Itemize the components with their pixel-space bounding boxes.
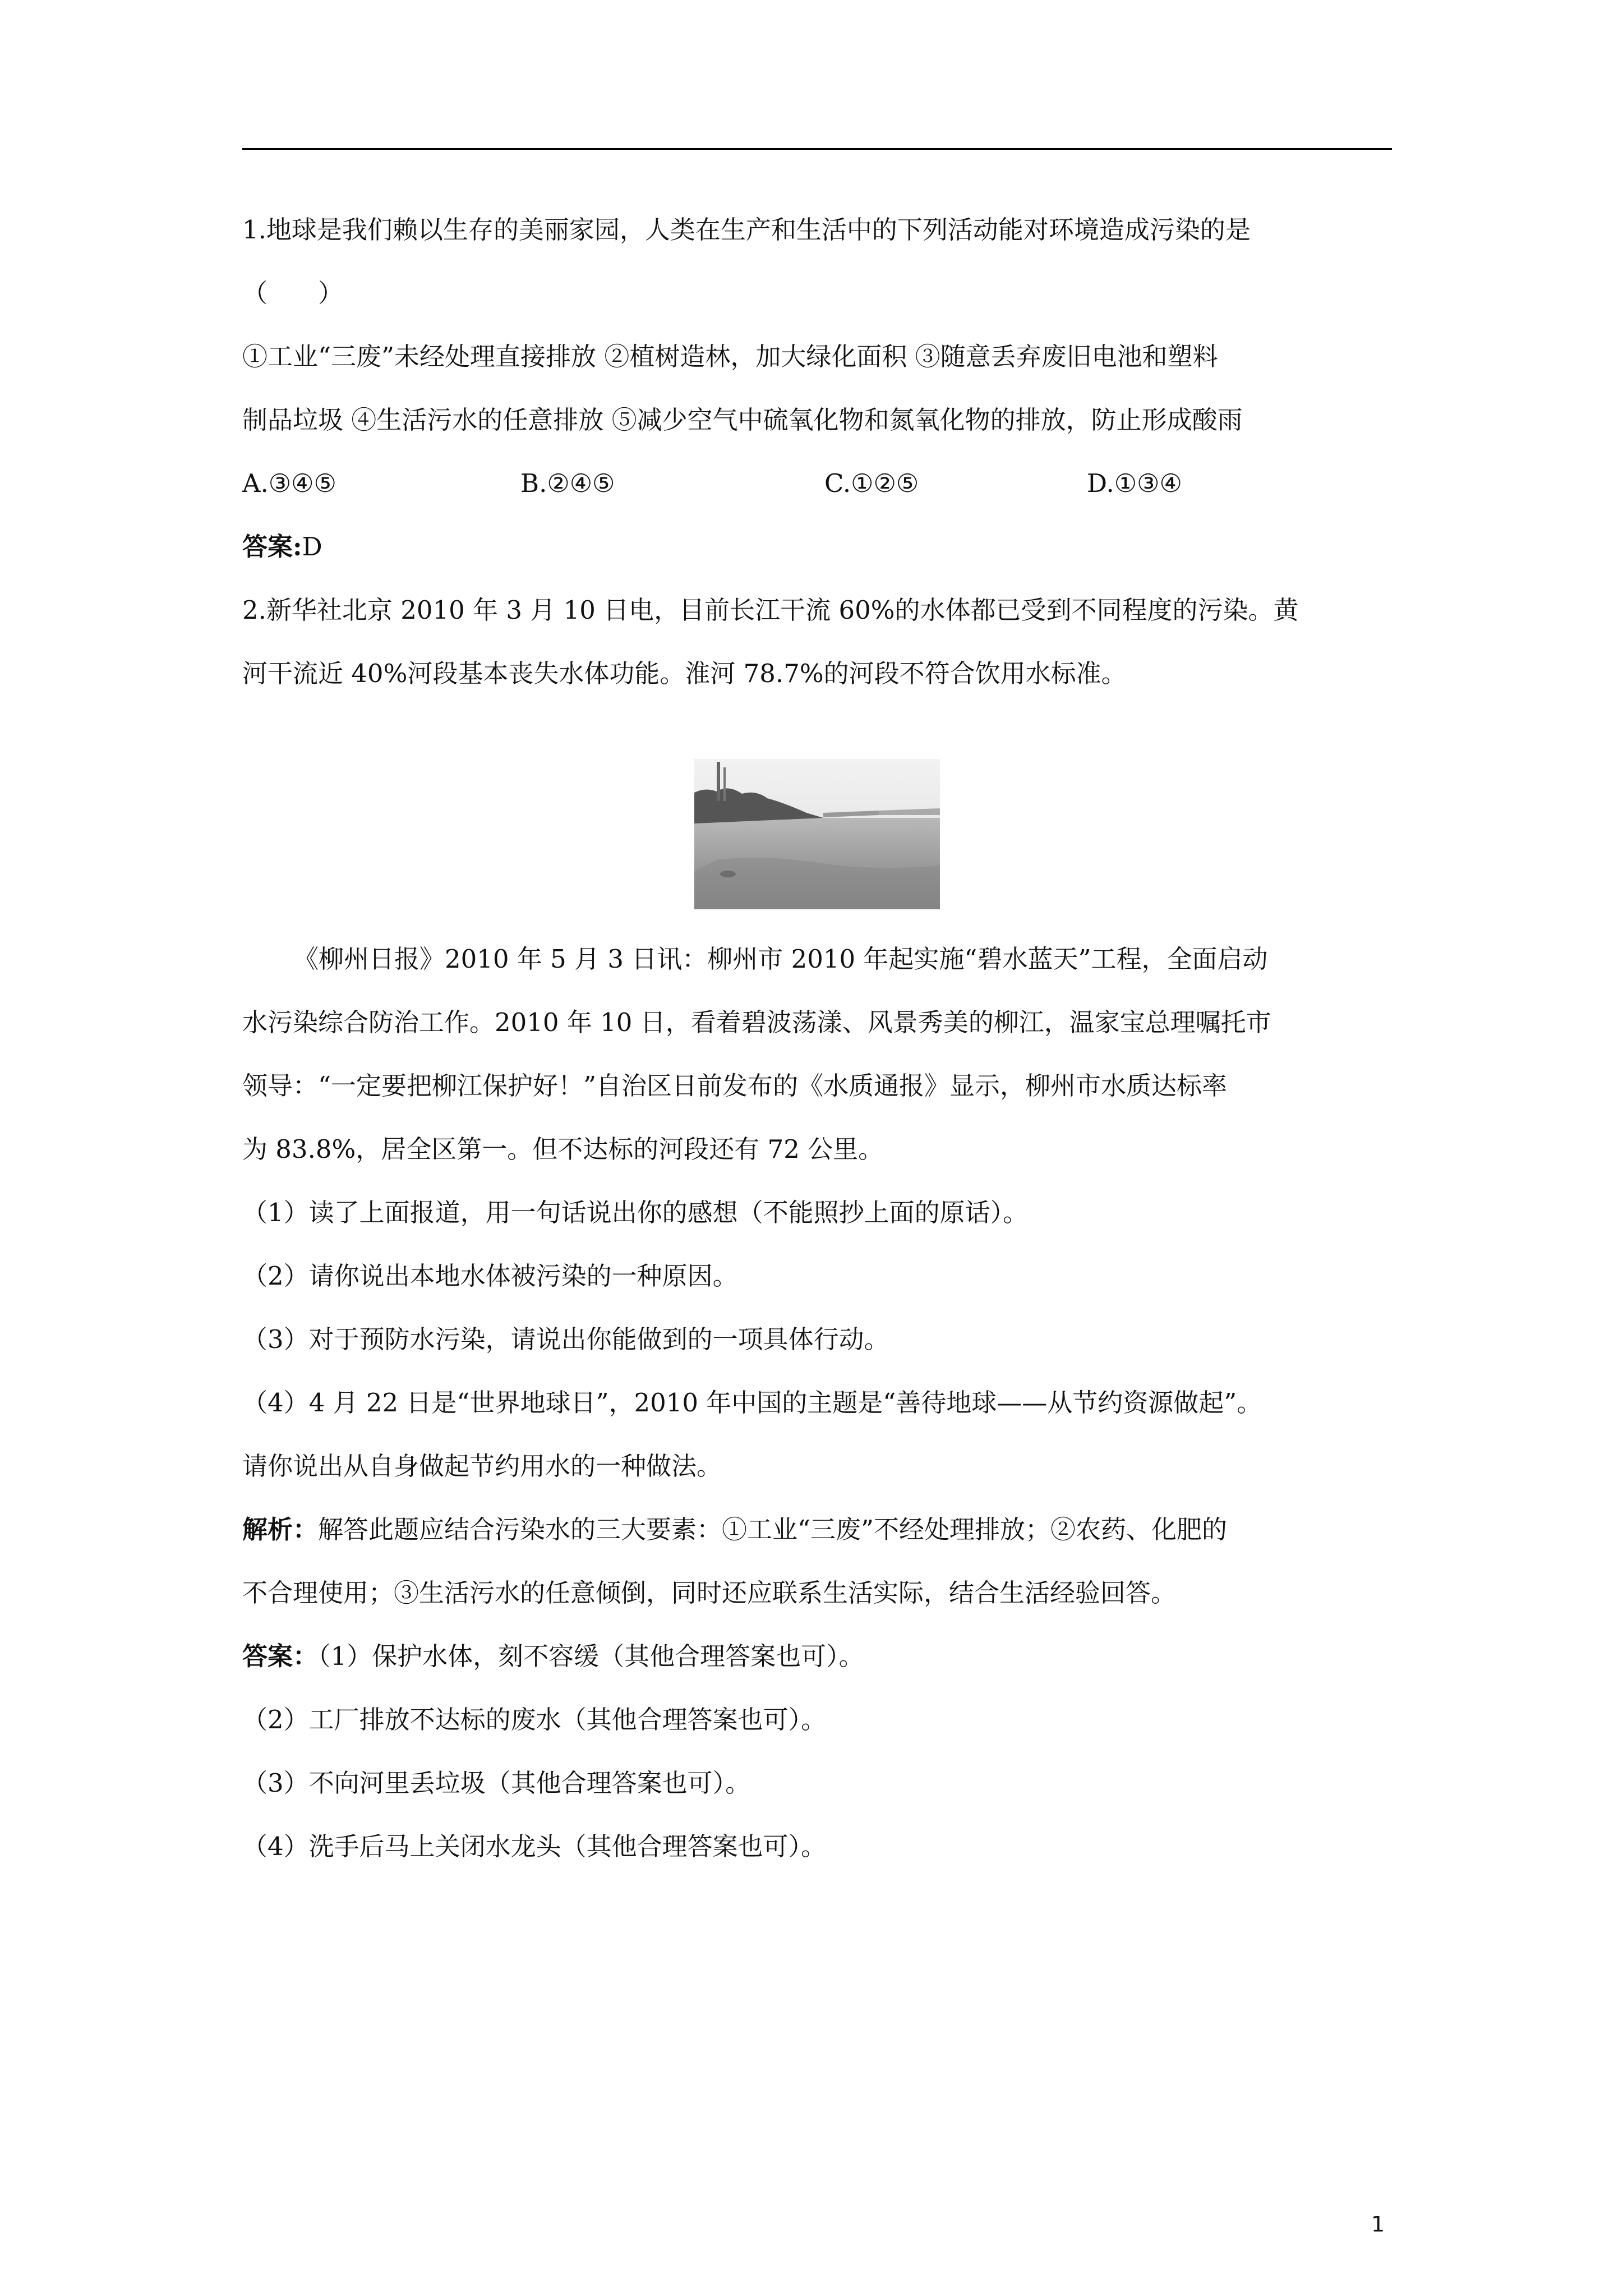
q1-answer-value: D: [302, 532, 322, 562]
q2-answer-line1: [242, 1640, 1414, 1673]
q2-sub4-line1: （4）4 月 22 日是“世界地球日”，2010 年中国的主题是“善待地球——从节约资源做起”。: [242, 1388, 1262, 1418]
q1-stem-line2: （ ）: [242, 278, 344, 308]
q1-items-line2: 制品垃圾 ④生活污水的任意排放 ⑤减少空气中硫氧化物和氮氧化物的排放，防止形成酸雨: [242, 405, 1243, 435]
page-number: 1: [1371, 2212, 1385, 2237]
q2-answer1: （1）保护水体，刻不容缓（其他合理答案也可）。: [318, 1641, 864, 1671]
q2-sub1: （1）读了上面报道，用一句话说出你的感想（不能照抄上面的原话）。: [242, 1198, 1029, 1227]
q2-intro-line2: 河干流近 40%河段基本丧失水体功能。淮河 78.7%的河段不符合饮用水标准。: [242, 659, 1127, 688]
q2-sub4-line2: 请你说出从自身做起节约用水的一种做法。: [242, 1451, 722, 1481]
q2-analysis-line2: 不合理使用；③生活污水的任意倾倒，同时还应联系生活实际，结合生活经验回答。: [242, 1578, 1177, 1608]
q2-answer-label: 答案：: [242, 1641, 319, 1671]
q2-analysis-label: 解析：: [242, 1515, 319, 1544]
q2-para-line1: 《柳州日报》2010 年 5 月 3 日讯：柳州市 2010 年起实施“碧水蓝天”工程，全面启动: [293, 944, 1268, 974]
q1-option-a: A.③④⑤: [242, 468, 336, 498]
q1-answer: [242, 530, 1414, 564]
q2-answer4: （4）洗手后马上关闭水龙头（其他合理答案也可）。: [242, 1832, 827, 1861]
q1-option-c: C.①②⑤: [824, 468, 919, 498]
q1-option-d: D.①③④: [1087, 468, 1182, 498]
river-photo: [694, 759, 940, 909]
q1-items-line1: ①工业“三废”未经处理直接排放 ②植树造林，加大绿化面积 ③随意丢弃废旧电池和塑料: [242, 342, 1218, 371]
header-rule: [242, 148, 1392, 150]
q1-stem-line1: 1.地球是我们赖以生存的美丽家园，人类在生产和生活中的下列活动能对环境造成污染的是: [242, 215, 1251, 245]
q2-answer3: （3）不向河里丢垃圾（其他合理答案也可）。: [242, 1768, 751, 1798]
q2-para-line2: 水污染综合防治工作。2010 年 10 日，看着碧波荡漾、风景秀美的柳江，温家宝总理嘱托市: [242, 1007, 1271, 1037]
q2-para-line3: 领导：“一定要把柳江保护好！”自治区日前发布的《水质通报》显示，柳州市水质达标率: [242, 1071, 1228, 1101]
q2-sub2: （2）请你说出本地水体被污染的一种原因。: [242, 1261, 738, 1291]
q2-sub3: （3）对于预防水污染，请说出你能做到的一项具体行动。: [242, 1324, 889, 1354]
q2-para-line4: 为 83.8%，居全区第一。但不达标的河段还有 72 公里。: [242, 1134, 884, 1164]
q2-answer2: （2）工厂排放不达标的废水（其他合理答案也可）。: [242, 1705, 827, 1734]
q1-answer-label: 答案:: [242, 532, 302, 562]
q2-analysis-text1: 解答此题应结合污染水的三大要素：①工业“三废”不经处理排放；②农药、化肥的: [318, 1515, 1228, 1544]
q1-option-b: B.②④⑤: [520, 468, 615, 498]
q2-intro-line1: 2.新华社北京 2010 年 3 月 10 日电，目前长江干流 60%的水体都已受到不同程度的污染。黄: [242, 595, 1299, 625]
q2-analysis-line1: [242, 1513, 1414, 1547]
